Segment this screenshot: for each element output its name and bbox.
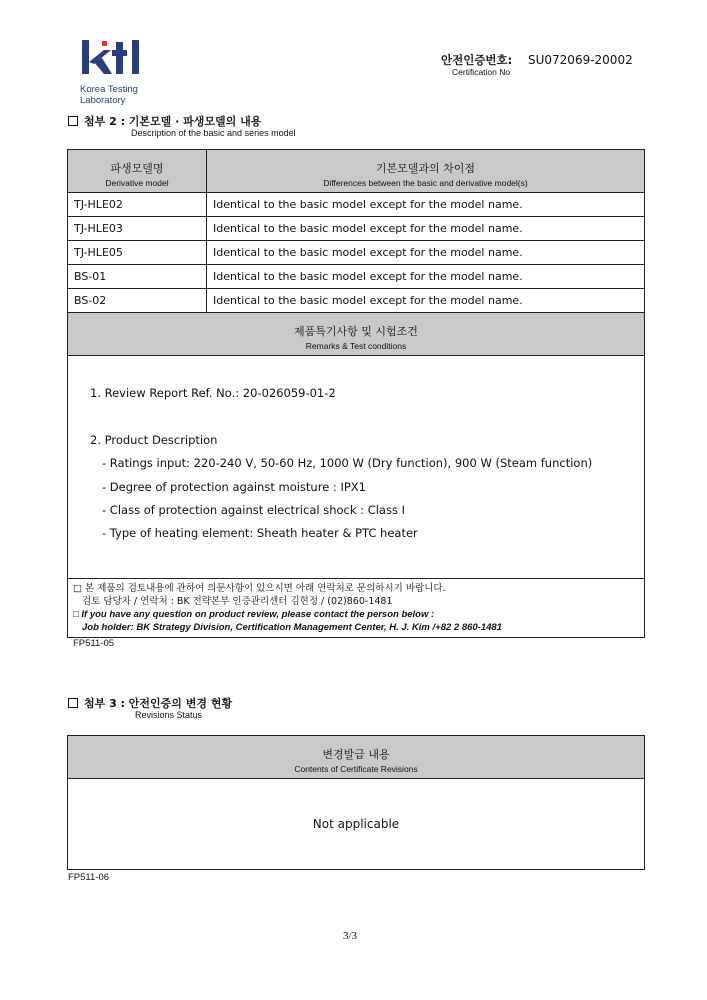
remarks-header: [68, 313, 645, 356]
note-en-1: □ If you have any question on product review, please contact the person below :: [73, 609, 435, 620]
col2-ko: 기본모델과의 차이점: [375, 162, 476, 175]
note-ko-2: 검토 담당자 / 연락처 : BK 전략본부 인증관리센터 김현정 / (02)860-1481: [82, 596, 393, 607]
revisions-content: Not applicable: [68, 779, 645, 870]
cert-number: SU072069-20002: [528, 53, 633, 67]
contact-note: [68, 579, 645, 638]
table-row: [68, 241, 645, 265]
table-row: [68, 265, 645, 289]
form-code-fp511-05: FP511-05: [73, 638, 115, 649]
note-en-2: Job holder: BK Strategy Division, Certification Management Center, H. J. Kim /+82 2 860-1481: [82, 622, 502, 633]
review-report-item: 1. Review Report Ref. No.: 20-026059-01-2: [90, 386, 336, 400]
form-code-fp511-06: FP511-06: [68, 872, 110, 883]
revisions-header-en: Contents of Certificate Revisions: [294, 764, 418, 774]
cert-label-en: Certification No: [452, 67, 511, 77]
attachment3-title-text: 첨부 3 : 안전인증의 변경 현황: [84, 697, 233, 710]
checkbox-icon: [68, 116, 78, 126]
table-row: [68, 193, 645, 217]
remarks-en: Remarks & Test conditions: [305, 341, 407, 351]
col-derivative-model: [68, 150, 207, 193]
col1-en: Derivative model: [105, 178, 169, 188]
checkbox-icon: [68, 698, 78, 708]
difference-cell: Identical to the basic model except for the model name.: [207, 217, 645, 241]
remarks-ko: 제품특기사항 및 시험조건: [294, 325, 418, 338]
note-ko-1: □ 본 제품의 검토내용에 관하여 의문사항이 있으시면 아래 연락처로 문의하시기 바랍니다.: [73, 583, 446, 594]
attachment2-subtitle: Description of the basic and series model: [131, 128, 296, 138]
moisture-bullet: - Degree of protection against moisture : IPX1: [102, 480, 366, 494]
attachment2-title: [68, 113, 261, 129]
attachment2-title-text: 첨부 2 : 기본모델 · 파생모델의 내용: [84, 115, 262, 128]
difference-cell: Identical to the basic model except for the model name.: [207, 193, 645, 217]
remarks-body: [68, 356, 645, 579]
heating-element-bullet: - Type of heating element: Sheath heater & PTC heater: [102, 526, 418, 540]
difference-cell: Identical to the basic model except for the model name.: [207, 241, 645, 265]
col1-ko: 파생모델명: [110, 162, 164, 175]
col2-en: Differences between the basic and derivative model(s): [323, 178, 528, 188]
difference-cell: Identical to the basic model except for the model name.: [207, 265, 645, 289]
model-cell: TJ-HLE05: [68, 241, 207, 265]
product-description-item: 2. Product Description: [90, 433, 218, 447]
table-row: [68, 217, 645, 241]
ratings-bullet: - Ratings input: 220-240 V, 50-60 Hz, 1000 W (Dry function), 900 W (Steam function): [102, 456, 593, 470]
model-cell: TJ-HLE02: [68, 193, 207, 217]
model-cell: BS-02: [68, 289, 207, 313]
difference-cell: Identical to the basic model except for the model name.: [207, 289, 645, 313]
cert-label-ko: 안전인증번호:: [441, 53, 513, 67]
revisions-header-ko: 변경발급 내용: [322, 748, 390, 761]
ktl-logo: [80, 38, 180, 106]
derivative-model-table: [67, 149, 645, 638]
model-cell: TJ-HLE03: [68, 217, 207, 241]
page-number: 3/3: [343, 930, 358, 942]
revisions-header: [68, 736, 645, 779]
model-cell: BS-01: [68, 265, 207, 289]
logo-subtitle: Korea Testing Laboratory: [80, 84, 138, 106]
col-differences: [207, 150, 645, 193]
table-row: [68, 289, 645, 313]
attachment3-subtitle: Revisions Status: [135, 710, 203, 720]
attachment3-title: [68, 695, 232, 711]
revisions-table: [67, 735, 645, 870]
ktl-logo-mark: [80, 38, 180, 78]
shock-class-bullet: - Class of protection against electrical shock : Class I: [102, 503, 405, 517]
